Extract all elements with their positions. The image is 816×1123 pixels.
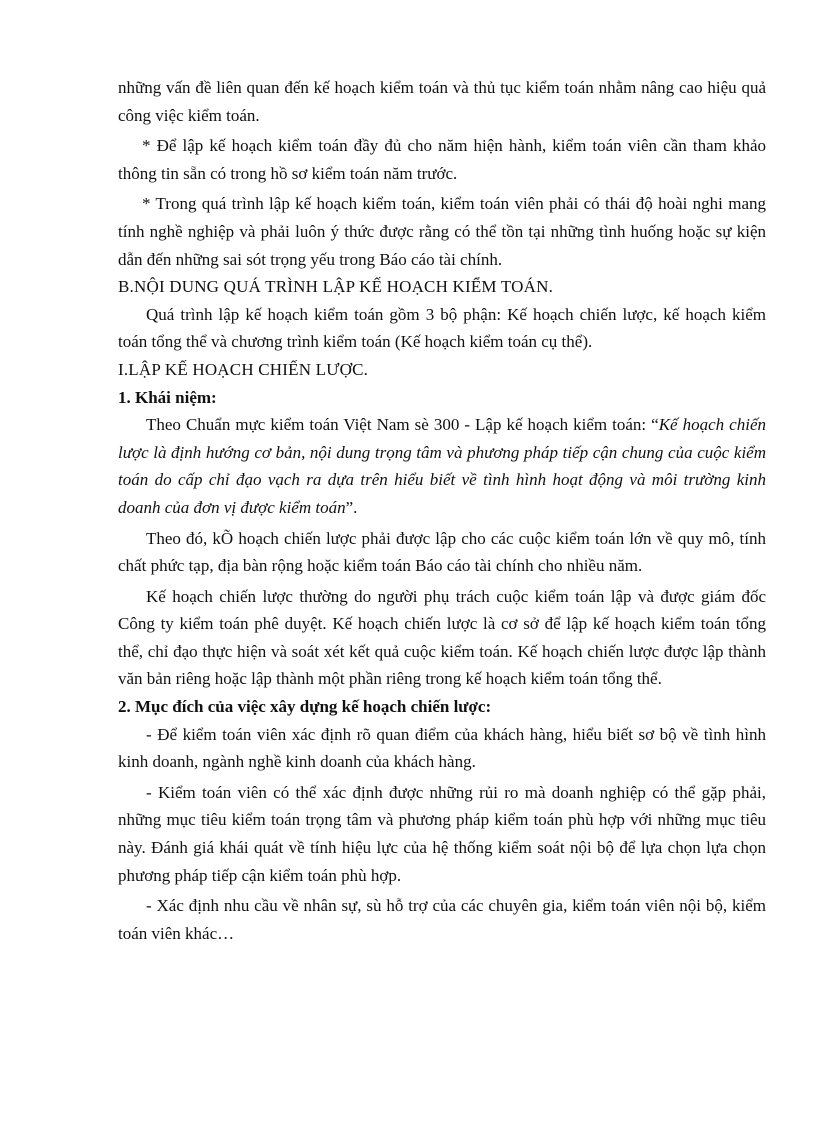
heading-purpose: 2. Mục đích của việc xây dựng kế hoạch chiến lược: bbox=[118, 697, 492, 717]
paragraph-intro: Quá trình lập kế hoạch kiểm toán gồm 3 bộ phận: Kế hoạch chiến lược, kế hoạch kiểm toán tổng thể và chương trình kiểm toán (Kế hoạch kiểm toán cụ thể). bbox=[118, 304, 766, 352]
definition-lead: Theo Chuẩn mực kiểm toán Việt Nam sè 300 - Lập kế hoạch kiểm toán: “ bbox=[146, 415, 659, 435]
paragraph-note-2: * Trong quá trình lập kế hoạch kiểm toán, kiểm toán viên phải có thái độ hoài nghi mang tính nghề nghiệp và phải luôn ý thức được rằng có thể tồn tại những tình huống hoặc sự kiện dẫn đến những sai sót trọng yếu trong Báo cáo tài chính. bbox=[118, 194, 766, 269]
heading-section-b: B.NỘI DUNG QUÁ TRÌNH LẬP KẾ HOẠCH KIỂM TOÁN. bbox=[118, 277, 554, 297]
definition-quote: Kế hoạch chiến lược là định hướng cơ bản, nội dung trọng tâm và phương pháp tiếp cận chung của cuộc kiểm toán do cấp chỉ đạo vạch ra dựa trên hiểu biết về tình hình hoạt động và môi trường kinh doanh của đơn vị được kiểm toán bbox=[118, 415, 766, 517]
paragraph-definition bbox=[118, 411, 766, 521]
paragraph-note-1: * Để lập kế hoạch kiểm toán đầy đủ cho năm hiện hành, kiểm toán viên cần tham khảo thông tin sẵn có trong hồ sơ kiểm toán năm trước. bbox=[118, 136, 766, 183]
paragraph-continuation: những vấn đề liên quan đến kế hoạch kiểm toán và thủ tục kiểm toán nhằm nâng cao hiệu quả công việc kiểm toán. bbox=[118, 78, 766, 125]
document-page bbox=[118, 74, 766, 947]
definition-tail: ”. bbox=[345, 497, 358, 517]
purpose-item-1: - Để kiểm toán viên xác định rõ quan điểm của khách hàng, hiểu biết sơ bộ về tình hình kinh doanh, ngành nghề kinh doanh của khách hàng. bbox=[118, 724, 766, 772]
paragraph-scope: Theo đó, kÕ hoạch chiến lược phải được lập cho các cuộc kiểm toán lớn về quy mô, tính chất phức tạp, địa bàn rộng hoặc kiểm toán Báo cáo tài chính cho nhiều năm. bbox=[118, 528, 766, 576]
heading-section-i: I.LẬP KẾ HOẠCH CHIẾN LƯỢC. bbox=[118, 359, 369, 379]
purpose-item-2: - Kiểm toán viên có thể xác định được những rủi ro mà doanh nghiệp có thể gặp phải, những mục tiêu kiểm toán trọng tâm và phương pháp kiểm toán phù hợp với những mục tiêu này. Đánh giá khái quát về tính hiệu lực của hệ thống kiểm soát nội bộ để lựa chọn lựa chọn phương pháp tiếp cận kiểm toán phù hợp. bbox=[118, 782, 766, 885]
purpose-item-3: - Xác định nhu cầu về nhân sự, sù hỗ trợ của các chuyên gia, kiểm toán viên nội bộ, kiểm toán viên khác… bbox=[118, 896, 766, 943]
paragraph-responsibility: Kế hoạch chiến lược thường do người phụ trách cuộc kiểm toán lập và được giám đốc Công ty kiểm toán phê duyệt. Kế hoạch chiến lược là cơ sở để lập kế hoạch kiểm toán tổng thể, chỉ đạo thực hiện và soát xét kết quả cuộc kiểm toán. Kế hoạch chiến lược được lập thành văn bản riêng hoặc lập thành một phần riêng trong kế hoạch kiểm toán tổng thể. bbox=[118, 586, 766, 689]
heading-definition: 1. Khái niệm: bbox=[118, 387, 217, 407]
